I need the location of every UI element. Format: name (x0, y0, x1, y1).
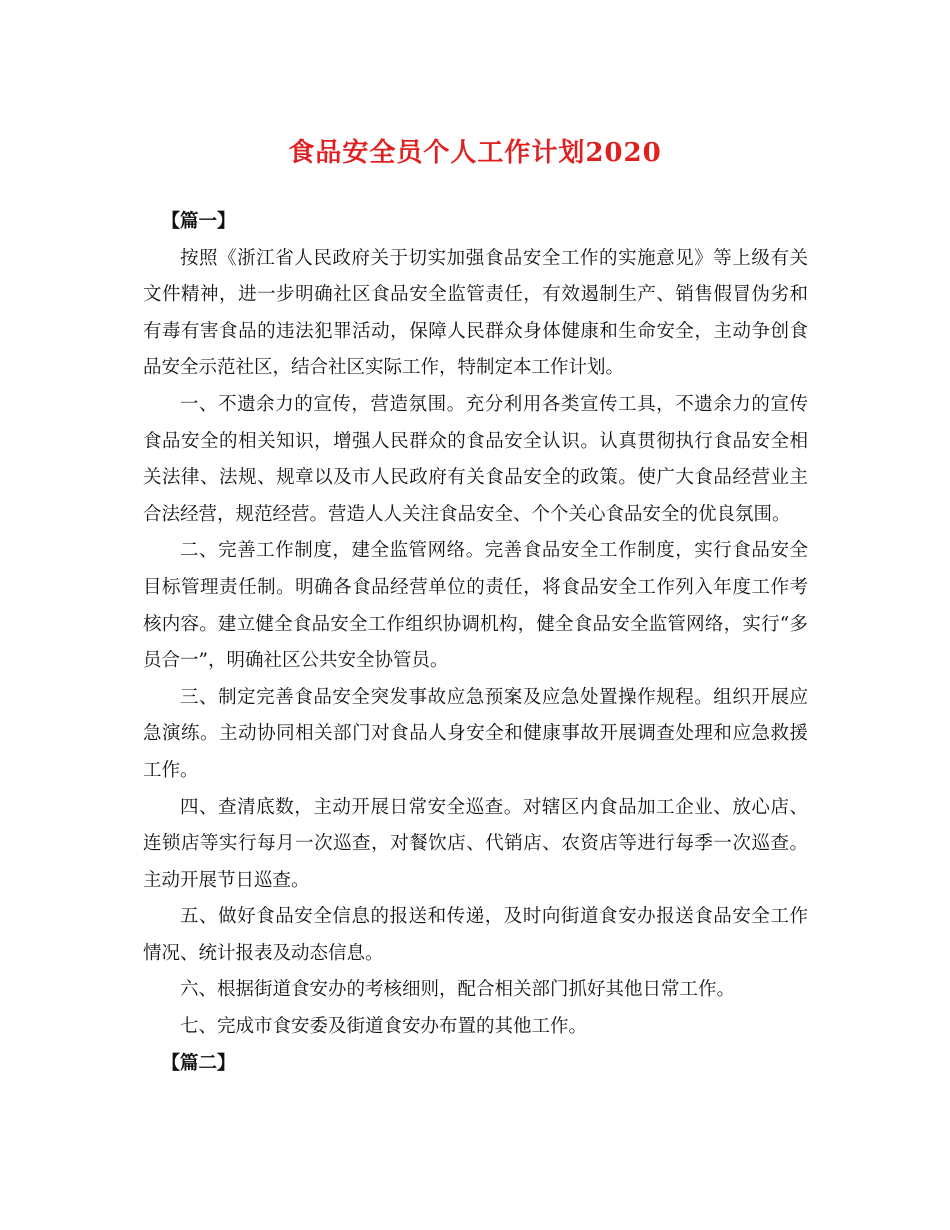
paragraph-item-2: 二、完善工作制度，建全监管网络。完善食品安全工作制度，实行食品安全目标管理责任制。明确各食品经营单位的责任，将食品安全工作列入年度工作考核内容。建立健全食品安全工作组织协调机构，健全食品安全监管网络，实行“多员合一”，明确社区公共安全协管员。 (143, 540, 808, 672)
paragraph-item-6: 六、根据街道食安办的考核细则，配合相关部门抓好其他日常工作。 (180, 979, 736, 1001)
paragraph-item-5: 五、做好食品安全信息的报送和传递，及时向街道食安办报送食品安全工作情况、统计报表及动态信息。 (143, 906, 808, 964)
paragraph-item-1: 一、不遗余力的宣传，营造氛围。充分利用各类宣传工具，不遗余力的宣传食品安全的相关知识，增强人民群众的食品安全认识。认真贯彻执行食品安全相关法律、法规、规章以及市人民政府有关食品安全的政策。使广大食品经营业主合法经营，规范经营。营造人人关注食品安全、个个关心食品安全的优良氛围。 (143, 393, 808, 525)
paragraph-item-4: 四、查清底数，主动开展日常安全巡查。对辖区内食品加工企业、放心店、连锁店等实行每月一次巡查，对餐饮店、代销店、农资店等进行每季一次巡查。主动开展节日巡查。 (143, 796, 808, 891)
intro-paragraph: 按照《浙江省人民政府关于切实加强食品安全工作的实施意见》等上级有关文件精神，进一步明确社区食品安全监管责任，有效遏制生产、销售假冒伪劣和有毒有害食品的违法犯罪活动，保障人民群众身体健康和生命安全，主动争创食品安全示范社区，结合社区实际工作，特制定本工作计划。 (143, 247, 808, 379)
paragraph-item-7: 七、完成市食安委及街道食安办布置的其他工作。 (180, 1016, 588, 1038)
document-body (143, 204, 808, 1082)
section-heading-2: 【篇二】 (161, 1052, 236, 1074)
section-heading-1: 【篇一】 (161, 211, 236, 232)
paragraph-item-3: 三、制定完善食品安全突发事故应急预案及应急处置操作规程。组织开展应急演练。主动协同相关部门对食品人身安全和健康事故开展调查处理和应急救援工作。 (143, 686, 808, 781)
document-title: 食品安全员个人工作计划2020 (288, 138, 662, 168)
